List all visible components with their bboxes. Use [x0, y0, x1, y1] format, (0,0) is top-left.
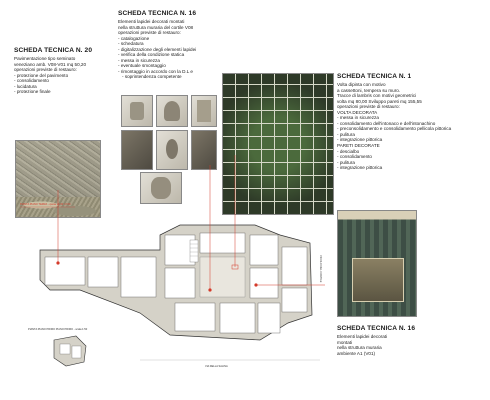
mini-plan-label: PIANTA PIANO PRIMO PIANO PRIMO - scala 1:50 [28, 328, 88, 331]
card-desc-line: VOLTA DECORATA [337, 109, 378, 115]
card-desc-line: operazioni previste di restauro: [337, 104, 400, 109]
staircase [190, 240, 198, 262]
card-desc-line: veneziano amb. V08-V01 mq 50,20 [14, 61, 87, 67]
list-item: - pulitura [337, 160, 487, 166]
list-item: - catalogazione [118, 36, 243, 42]
card-title: SCHEDA TECNICA N. 16 [337, 325, 416, 332]
first-floor-mini-plan [28, 328, 106, 382]
stone-element-photo [156, 95, 188, 127]
list-item: - messa in sicurezza [118, 58, 243, 64]
card-title: SCHEDA TECNICA N. 16 [118, 10, 197, 17]
list-item: - digitalizzazione degli elementi lapidei [118, 47, 243, 53]
list-item: - pulitura [337, 132, 487, 138]
card-desc-line: volta mq 80,00 Sviluppo pareti mq 155,55 [337, 98, 422, 104]
stone-element-photo [191, 95, 217, 127]
list-item: - consolidamento [337, 154, 487, 160]
section-subtitle: PARETI DECORATE [337, 143, 380, 148]
list-item: - eventuale smontaggio [118, 63, 243, 69]
side-label: VICOLO DEL CORTILE [319, 255, 322, 283]
street-label: VIA DELLA SALINA [205, 365, 228, 368]
list-item: - schedatura [118, 41, 243, 47]
list-item: - consolidamento [14, 78, 124, 84]
courtyard [200, 257, 245, 297]
card-title: SCHEDA TECNICA N. 20 [14, 47, 93, 54]
card-scheda-16-bottom [337, 325, 477, 356]
list-item: - protezione del pavimento [14, 73, 124, 79]
list-item: - integrazione pittorica [337, 137, 487, 143]
card-desc-line: operazioni previste di restauro: [14, 67, 77, 72]
list-item: - soprintendenza competente [118, 74, 243, 80]
stone-element-photo [156, 130, 188, 170]
card-desc-line: nella struttura muraria [337, 345, 382, 350]
card-scheda-20 [14, 47, 124, 95]
volta-operations-list [337, 115, 487, 143]
stone-element-photo [121, 95, 153, 127]
list-item: - descialbo [337, 149, 487, 155]
card-desc-line: Pavimentazione tipo seminato [14, 56, 76, 61]
list-item: - preconsolidamento e consolidamento pellicola pittorica [337, 126, 487, 132]
list-item: - messa in sicurezza [337, 115, 487, 121]
list-item: - protezione finale [14, 89, 124, 95]
list-item: - integrazione pittorica [337, 165, 487, 171]
card-desc-line: a cassettoni, tempera su muro. [337, 87, 401, 93]
painted-vault-photo [222, 73, 334, 215]
card-scheda-16-top [118, 10, 243, 80]
stone-element-photo [121, 130, 153, 170]
stone-element-photo [191, 130, 217, 170]
list-item: - rimontaggio in accordo con la D.L e [118, 69, 243, 75]
card-desc-line: montati [337, 339, 353, 345]
building-walls [40, 225, 312, 340]
card-scheda-1 [337, 73, 487, 171]
card-desc-line: ambiente A1 (V01) [337, 350, 376, 356]
plan-label: PIANTA PIANO TERRA - quota +0.00 / 0.50 [20, 203, 71, 206]
card-desc-line: operazioni previste di restauro: [118, 30, 181, 35]
list-item: - lucidatura [14, 84, 124, 90]
operations-list [14, 73, 124, 95]
card-desc-line: Volta dipinta con motivo [337, 82, 386, 87]
card-desc-line: Tracce di lambris con motivi geometrici [337, 93, 417, 98]
wall-panel [352, 258, 404, 302]
pareti-operations-list [337, 149, 487, 171]
card-desc-line: Elementi lapidei decorati [337, 334, 388, 339]
card-desc-line: Elementi lapidei decorati montati [118, 19, 185, 24]
card-desc-line: nella struttura muraria del cortile V08 [118, 24, 194, 30]
card-title: SCHEDA TECNICA N. 1 [337, 73, 412, 80]
list-item: - consolidamento dell'intonaco e dell'intonachino [337, 121, 487, 127]
list-item: - verifica della condizione statica [118, 52, 243, 58]
